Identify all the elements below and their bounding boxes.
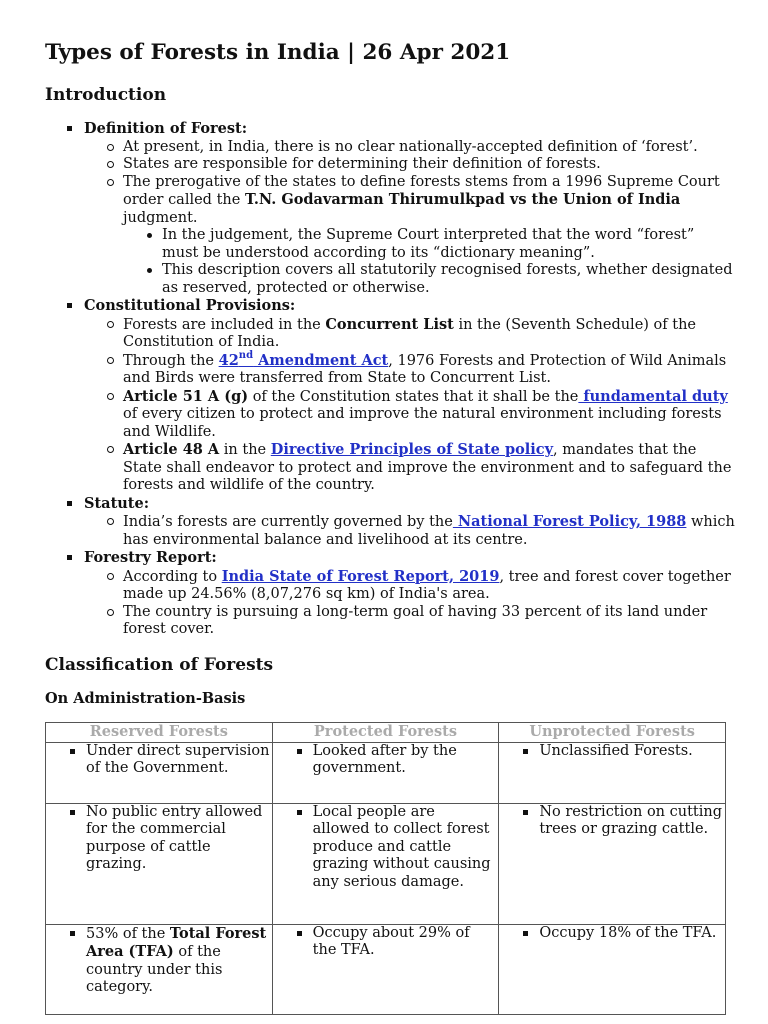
table-cell: Looked after by the government. [272, 742, 499, 803]
list-item: Article 48 A in the Directive Principles of State policy, mandates that the State shall endeavor to protect and improve the environment and to safeguard the forests and wildlife of the country. [84, 441, 735, 495]
forest-classification-table [45, 722, 726, 1015]
table-cell: No restriction on cutting trees or grazing cattle. [499, 803, 726, 924]
list-item: Through the 42nd Amendment Act, 1976 Forests and Protection of Wild Animals and Birds were transferred from State to Concurrent List. [84, 352, 735, 388]
classification-subheading: On Administration-Basis [45, 689, 246, 707]
report-label: Forestry Report: [84, 549, 217, 566]
list-item: Article 51 A (g) of the Constitution states that it shall be the fundamental duty of every citizen to protect and improve the natural environment including forests and Wildlife. [84, 388, 735, 442]
intro-list [45, 120, 735, 639]
table-cell: Under direct supervision of the Government. [46, 742, 273, 803]
table-cell: Local people are allowed to collect forest produce and cattle grazing without causing any serious damage. [272, 803, 499, 924]
list-item [45, 297, 735, 495]
forest-report-link[interactable]: India State of Forest Report, 2019 [221, 567, 500, 585]
column-header: Unprotected Forests [499, 722, 726, 742]
list-item [45, 120, 735, 297]
column-header: Reserved Forests [46, 722, 273, 742]
list-item: The country is pursuing a long-term goal of having 33 percent of its land under forest cover. [84, 604, 735, 639]
list-item: At present, in India, there is no clear nationally-accepted definition of ‘forest’. [84, 139, 735, 157]
list-item: States are responsible for determining their definition of forests. [84, 156, 735, 174]
list-item: India’s forests are currently governed by the National Forest Policy, 1988 which has environmental balance and livelihood at its centre. [84, 513, 735, 549]
dpsp-link[interactable]: Directive Principles of State policy [270, 441, 554, 458]
table-cell: Unclassified Forests. [499, 742, 726, 803]
page-title: Types of Forests in India | 26 Apr 2021 [45, 40, 511, 65]
column-header: Protected Forests [272, 722, 499, 742]
list-item [45, 495, 735, 550]
list-item [45, 549, 735, 639]
classification-heading: Classification of Forests [45, 654, 274, 675]
table-cell: 53% of the Total Forest Area (TFA) of the country under this category. [46, 924, 273, 1014]
statute-label: Statute: [84, 494, 150, 512]
list-item: In the judgement, the Supreme Court interpreted that the word “forest” must be understood according to its “dictionary meaning”. [123, 227, 735, 262]
constitutional-label: Constitutional Provisions: [84, 297, 296, 314]
intro-heading: Introduction [45, 85, 167, 105]
fundamental-duty-link[interactable]: fundamental duty [578, 387, 728, 405]
list-item: This description covers all statutorily recognised forests, whether designated as reserved, protected or otherwise. [123, 262, 735, 297]
list-item: The prerogative of the states to define forests stems from a 1996 Supreme Court order called the T.N. Godavarman Thirumulkpad vs the Union of India judgment. In the judgement, the Supreme Court interpreted that the word “forest” must be understood according to its “dictionary meaning”. This description covers all statutorily recognised forests, whether designated as reserved, protected or otherwise. [84, 174, 735, 298]
list-item: According to India State of Forest Report, 2019, tree and forest cover together made up 24.56% (8,07,276 sq km) of India's area. [84, 568, 735, 604]
amendment-act-link[interactable]: 42nd Amendment Act [218, 349, 389, 369]
table-cell: No public entry allowed for the commercial purpose of cattle grazing. [46, 803, 273, 924]
list-item: Forests are included in the Concurrent List in the (Seventh Schedule) of the Constitution of India. [84, 316, 735, 352]
forest-policy-link[interactable]: National Forest Policy, 1988 [452, 513, 687, 530]
definition-label: Definition of Forest: [84, 120, 248, 137]
table-cell: Occupy 18% of the TFA. [499, 924, 726, 1014]
document-page [45, 38, 735, 1015]
table-cell: Occupy about 29% of the TFA. [272, 924, 499, 1014]
